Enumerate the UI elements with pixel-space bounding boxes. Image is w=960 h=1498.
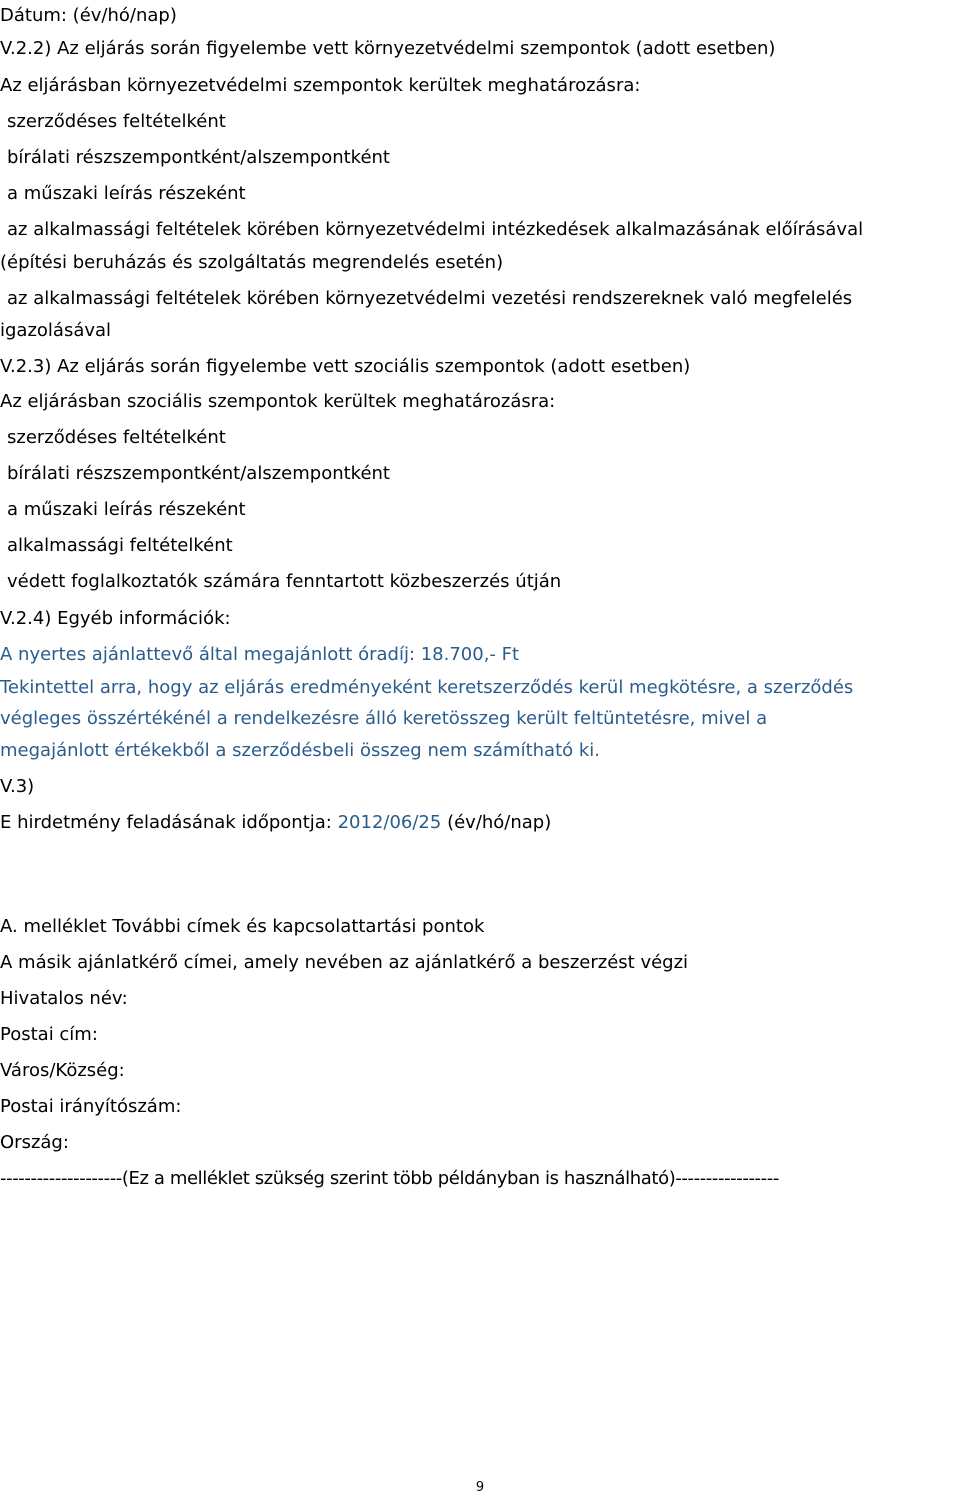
annex-subtitle: A másik ajánlatkérő címei, amely nevében az ajánlatkérő a beszerzést végzi xyxy=(0,952,689,973)
list-item-continuation: igazolásával xyxy=(0,320,112,341)
list-item: védett foglalkoztatók számára fenntartott közbeszerzés útján xyxy=(7,571,562,592)
dispatch-date: 2012/06/25 xyxy=(337,812,442,833)
section-v3-heading: V.3) xyxy=(0,776,35,797)
annex-divider: --------------------(Ez a melléklet szükség szerint több példányban is használható)----------------- xyxy=(0,1168,779,1189)
field-label: Postai cím: xyxy=(0,1024,98,1045)
list-item: az alkalmassági feltételek körében környezetvédelmi intézkedések alkalmazásának előírásával xyxy=(7,219,864,240)
section-v23-intro: Az eljárásban szociális szempontok kerültek meghatározásra: xyxy=(0,391,556,412)
dispatch-date-line xyxy=(0,811,551,835)
list-item: a műszaki leírás részeként xyxy=(7,499,246,520)
field-label: Ország: xyxy=(0,1132,69,1153)
list-item: szerződéses feltételként xyxy=(7,427,226,448)
section-v23-heading: V.2.3) Az eljárás során figyelembe vett szociális szempontok (adott esetben) xyxy=(0,356,691,377)
hourly-rate-line: A nyertes ajánlattevő által megajánlott óradíj: 18.700,- Ft xyxy=(0,644,520,665)
annex-title: A. melléklet További címek és kapcsolattartási pontok xyxy=(0,916,485,937)
info-line: végleges összértékénél a rendelkezésre álló keretösszeg került feltüntetésre, mivel a xyxy=(0,708,768,729)
section-v22-intro: Az eljárásban környezetvédelmi szempontok kerültek meghatározásra: xyxy=(0,75,641,96)
info-line: megajánlott értékekből a szerződésbeli összeg nem számítható ki. xyxy=(0,740,601,761)
info-line: Tekintettel arra, hogy az eljárás eredményeként keretszerződés kerül megkötésre, a szerződés xyxy=(0,677,854,698)
list-item-continuation: (építési beruházás és szolgáltatás megrendelés esetén) xyxy=(0,252,504,273)
list-item: szerződéses feltételként xyxy=(7,111,226,132)
list-item: a műszaki leírás részeként xyxy=(7,183,246,204)
date-line: Dátum: (év/hó/nap) xyxy=(0,5,177,26)
field-label: Hivatalos név: xyxy=(0,988,128,1009)
section-v24-heading: V.2.4) Egyéb információk: xyxy=(0,608,231,629)
dispatch-label: E hirdetmény feladásának időpontja: xyxy=(0,812,338,833)
list-item: alkalmassági feltételként xyxy=(7,535,233,556)
list-item: bírálati részszempontként/alszempontként xyxy=(7,147,390,168)
list-item: bírálati részszempontként/alszempontként xyxy=(7,463,390,484)
section-v22-heading: V.2.2) Az eljárás során figyelembe vett környezetvédelmi szempontok (adott esetben) xyxy=(0,38,776,59)
field-label: Város/Község: xyxy=(0,1060,125,1081)
list-item: az alkalmassági feltételek körében környezetvédelmi vezetési rendszereknek való megfelelés xyxy=(7,288,853,309)
dispatch-suffix: (év/hó/nap) xyxy=(441,812,552,833)
page-number: 9 xyxy=(475,1480,485,1495)
field-label: Postai irányítószám: xyxy=(0,1096,182,1117)
